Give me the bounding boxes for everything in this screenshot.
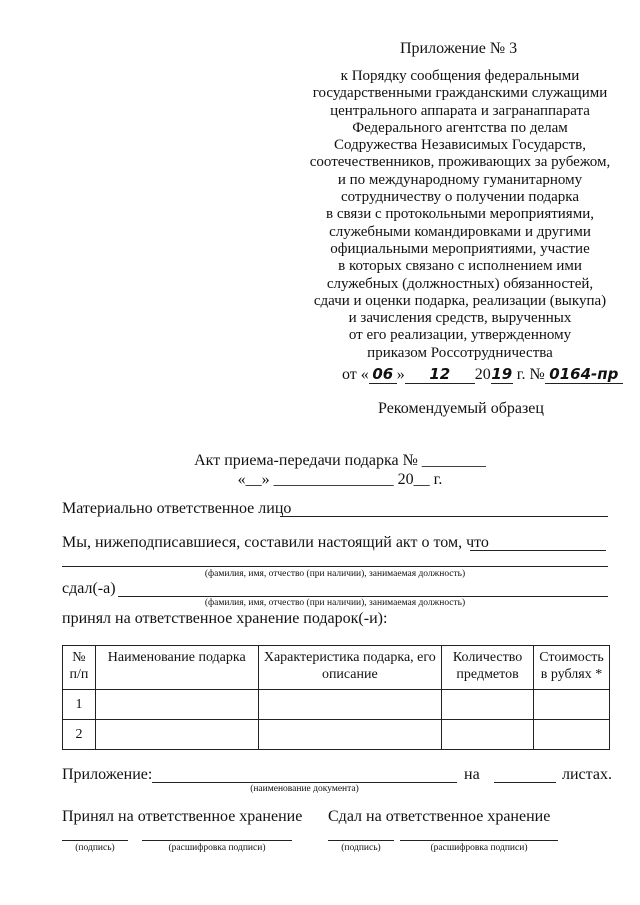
cell-cost[interactable] [534, 690, 610, 720]
row-number: 1 [63, 690, 96, 720]
table-row [63, 690, 610, 720]
table-header-row [63, 646, 610, 690]
col-header-number: № п/п [63, 646, 96, 690]
order-number-handwritten: 0164-пр [545, 365, 623, 384]
cell-description[interactable] [258, 690, 442, 720]
handed-field[interactable] [118, 596, 608, 597]
accepted-decode-field[interactable] [142, 840, 292, 841]
responsible-field[interactable] [280, 516, 608, 517]
date-day-handwritten: 06 [369, 365, 397, 384]
order-date-line [342, 365, 623, 384]
handed-sign-caption: (подпись) [341, 843, 381, 853]
order-reference-line: и по международному гуманитарному [337, 171, 583, 188]
appendix-number: Приложение № 3 [400, 40, 518, 57]
act-date-line: «__» _______________ 20__ г. [237, 471, 443, 488]
accepted-text: принял на ответственное хранение подарок(-и): [62, 610, 388, 627]
act-title: Акт приема-передачи подарка № ________ [194, 452, 486, 469]
appendix-on-label: на [464, 766, 480, 783]
table-row [63, 720, 610, 750]
order-reference-line: Содружества Независимых Государств, [334, 137, 586, 154]
order-reference-line: к Порядку сообщения федеральными [340, 68, 580, 84]
date-year-handwritten: 19 [491, 365, 513, 383]
order-reference-line: сдачи и оценки подарка, реализации (выкупа) [313, 292, 607, 309]
cell-quantity[interactable] [442, 690, 534, 720]
col-header-cost: Стоимость в рублях * [534, 646, 610, 690]
order-reference-line: сотрудничеству о получении подарка [340, 189, 580, 206]
appendix-label: Приложение: [62, 766, 153, 783]
order-reference-line: в связи с протокольными мероприятиями, [326, 206, 594, 223]
cell-description[interactable] [258, 720, 442, 750]
caption-fio-2: (фамилия, имя, отчество (при наличии), занимаемая должность) [204, 598, 466, 608]
sample-label: Рекомендуемый образец [378, 400, 544, 417]
handed-signature-field[interactable] [328, 840, 394, 841]
order-reference-line: соотечественников, проживающих за рубежом, [309, 154, 611, 171]
cell-name[interactable] [95, 720, 258, 750]
handed-label: сдал(-а) [62, 580, 116, 597]
cell-quantity[interactable] [442, 720, 534, 750]
date-quote-close: » [396, 366, 405, 383]
appendix-sheets-label: листах. [562, 766, 612, 783]
caption-fio: (фамилия, имя, отчество (при наличии), занимаемая должность) [204, 569, 466, 579]
gifts-table [62, 645, 610, 750]
handed-decode-caption: (расшифровка подписи) [430, 843, 528, 853]
col-header-name: Наименование подарка [95, 646, 258, 690]
order-reference-line: и зачисления средств, вырученных [348, 310, 572, 327]
undersigned-field[interactable] [470, 550, 606, 551]
order-reference-line: служебных (должностных) обязанностей, [326, 275, 594, 292]
appendix-caption: (наименование документа) [250, 784, 359, 794]
undersigned-text: Мы, нижеподписавшиеся, составили настоящий акт о том, что [62, 534, 489, 551]
cell-cost[interactable] [534, 720, 610, 750]
order-reference-line: служебными командировками и другими [329, 223, 591, 240]
handed-decode-field[interactable] [400, 840, 558, 841]
order-reference-line: государственными гражданскими служащими [312, 85, 608, 102]
order-reference-line: центрального аппарата и загранаппарата [330, 102, 590, 119]
date-year-suffix: г. № [516, 366, 545, 383]
date-month-handwritten: 12 [405, 365, 475, 384]
order-reference-line: от его реализации, утвержденному [348, 327, 572, 344]
appendix-document-field[interactable] [152, 782, 457, 783]
order-reference-line: в которых связано с исполнением ими [338, 258, 582, 275]
date-year-prefix: 20 [474, 366, 491, 383]
undersigned-field-line2[interactable] [62, 566, 608, 567]
order-reference-line: Федерального агентства по делам [352, 119, 568, 136]
handed-storage-title: Сдал на ответственное хранение [328, 808, 551, 825]
accepted-decode-caption: (расшифровка подписи) [168, 843, 266, 853]
date-prefix: от « [342, 366, 369, 383]
cell-name[interactable] [95, 690, 258, 720]
accepted-signature-field[interactable] [62, 840, 128, 841]
accepted-storage-title: Принял на ответственное хранение [62, 808, 303, 825]
accepted-sign-caption: (подпись) [75, 843, 115, 853]
order-reference-line: официальными мероприятиями, участие [330, 240, 590, 257]
col-header-quantity: Количество предметов [442, 646, 534, 690]
order-reference-line: приказом Россотрудничества [367, 344, 553, 361]
appendix-sheets-field[interactable] [494, 782, 556, 783]
responsible-label: Материально ответственное лицо [62, 500, 292, 517]
col-header-description: Характеристика подарка, его описание [258, 646, 442, 690]
row-number: 2 [63, 720, 96, 750]
order-reference-block [300, 68, 620, 362]
